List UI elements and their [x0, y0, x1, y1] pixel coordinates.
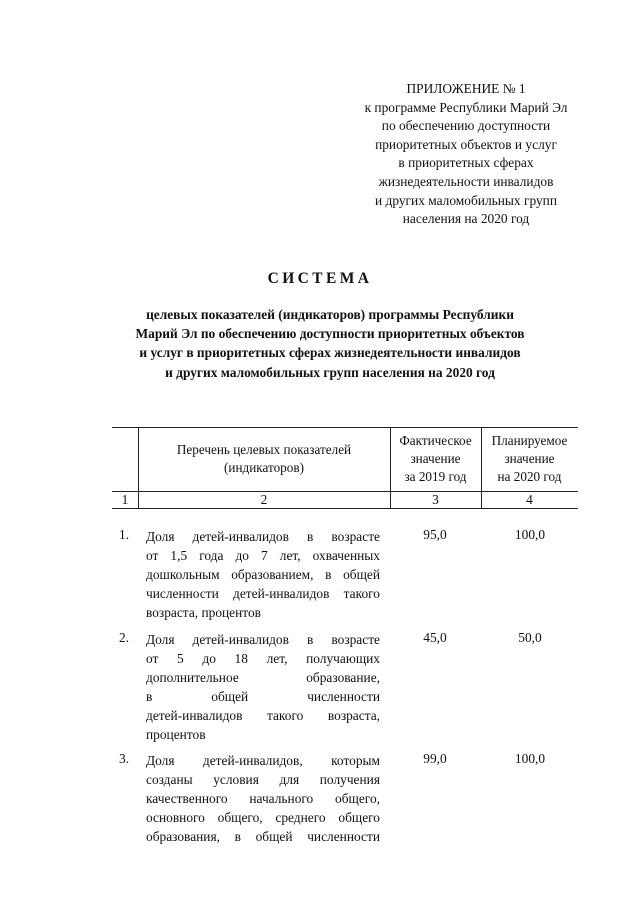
row-number: 1. — [119, 527, 130, 542]
appendix-line: по обеспечению доступности — [381, 118, 551, 134]
indicator-text — [146, 751, 380, 846]
indicator-line: от 5 до 18 лет, получающих — [146, 651, 380, 666]
appendix-block — [330, 80, 602, 229]
subtitle-line: и услуг в приоритетных сферах жизнедеятельности инвалидов — [139, 345, 521, 361]
appendix-line: в приоритетных сферах — [398, 155, 534, 171]
indicator-line: детей-инвалидов такого возраста, — [146, 708, 380, 723]
header-actual-value — [390, 432, 481, 486]
document-title: СИСТЕМА — [267, 270, 373, 287]
indicator-line: Доля детей-инвалидов, которым — [146, 753, 380, 768]
row-number: 2. — [119, 630, 130, 645]
appendix-line: населения на 2020 год — [402, 211, 530, 227]
header-line: за 2019 год — [404, 469, 467, 484]
appendix-line: жизнедеятельности инвалидов — [378, 173, 554, 189]
planned-value: 100,0 — [514, 751, 546, 766]
header-line: значение — [410, 451, 461, 466]
indicator-line: Доля детей-инвалидов в возрасте — [146, 632, 380, 647]
indicator-line: численности детей-инвалидов такого — [146, 586, 380, 601]
header-line: Перечень целевых показателей — [176, 442, 352, 457]
indicator-line: образования, в общей численности — [146, 829, 380, 844]
document-subtitle — [60, 305, 600, 382]
header-line: на 2020 год — [497, 469, 562, 484]
subtitle-line: и других маломобильных групп населения на 2020 год — [165, 364, 495, 380]
appendix-line: ПРИЛОЖЕНИЕ № 1 — [406, 81, 526, 96]
indicator-line: возраста, процентов — [146, 605, 261, 620]
indicator-line: основного общего, среднего общего — [146, 810, 380, 825]
subtitle-line: целевых показателей (индикаторов) программы Республики — [146, 307, 514, 322]
appendix-line: приоритетных объектов и услуг — [375, 136, 557, 152]
column-number: 1 — [121, 492, 129, 507]
indicator-line: качественного начального общего, — [146, 791, 380, 806]
header-line: Фактическое — [399, 433, 472, 448]
table-number-row-divider — [112, 508, 578, 509]
column-number: 3 — [432, 492, 439, 507]
indicator-line: процентов — [146, 727, 206, 742]
actual-value: 95,0 — [423, 527, 447, 542]
subtitle-line: Марий Эл по обеспечению доступности приоритетных объектов — [135, 326, 525, 342]
actual-value: 45,0 — [423, 630, 447, 645]
header-indicators — [138, 441, 390, 477]
indicator-text — [146, 630, 380, 744]
column-number: 2 — [260, 492, 268, 507]
indicator-line: дошкольным образованием, в общей — [146, 567, 380, 582]
appendix-line: к программе Республики Марий Эл — [364, 99, 568, 115]
indicator-line: созданы условия для получения — [146, 772, 380, 787]
row-number: 3. — [119, 751, 130, 766]
appendix-line: и других маломобильных групп — [375, 192, 557, 208]
actual-value: 99,0 — [423, 751, 447, 766]
header-line: (индикаторов) — [224, 460, 304, 475]
planned-value: 100,0 — [514, 527, 546, 542]
table-top-border — [112, 427, 578, 428]
header-planned-value — [481, 432, 578, 486]
indicator-line: от 1,5 года до 7 лет, охваченных — [146, 548, 380, 563]
header-line: Планируемое — [491, 433, 568, 448]
planned-value: 50,0 — [518, 630, 542, 645]
header-line: значение — [504, 451, 555, 466]
indicator-line: Доля детей-инвалидов в возрасте — [146, 529, 380, 544]
indicator-line: в общей численности — [146, 689, 380, 704]
column-number: 4 — [526, 492, 533, 507]
indicator-line: дополнительное образование, — [146, 670, 380, 685]
indicator-text — [146, 527, 380, 622]
